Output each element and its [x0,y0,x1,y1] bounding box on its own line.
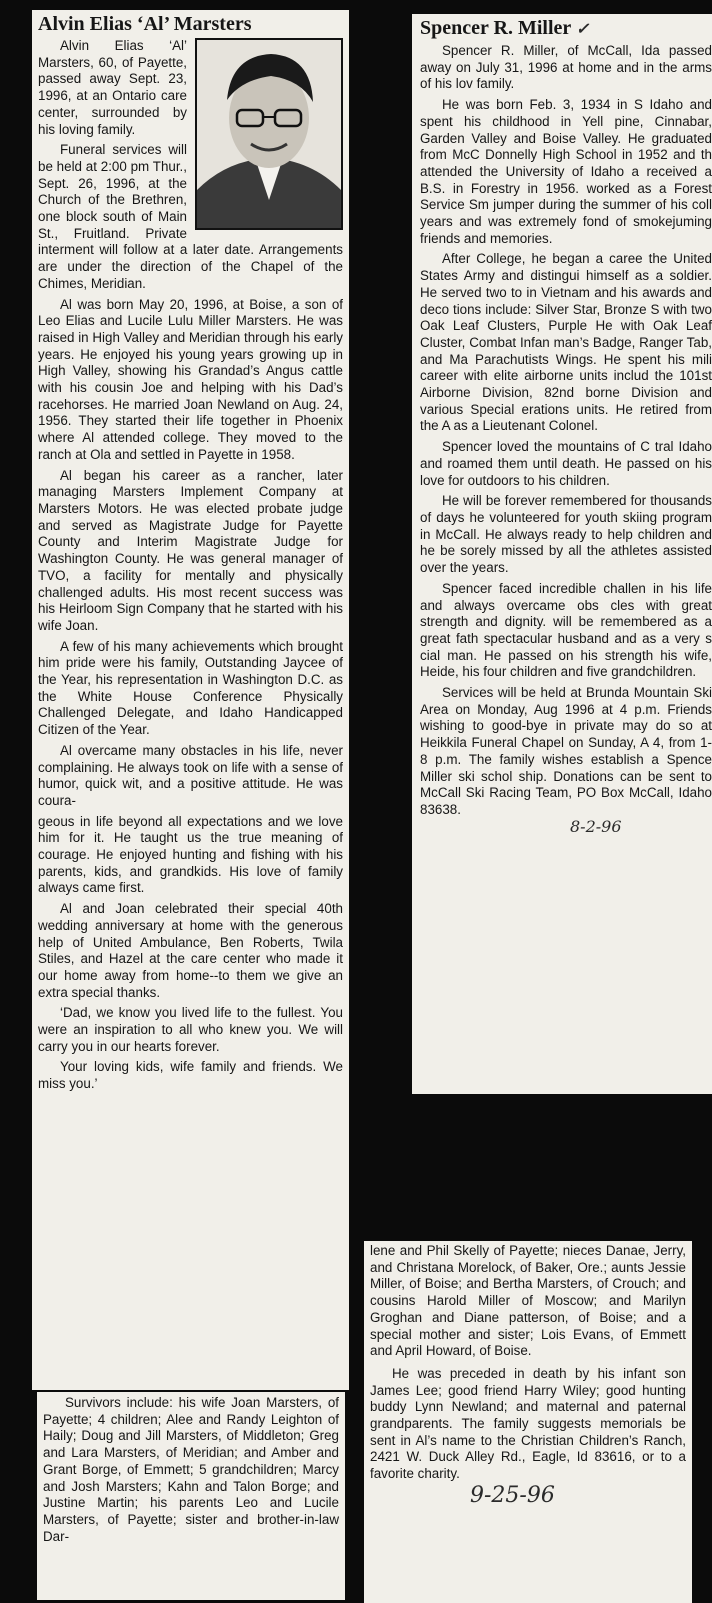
paragraph-obstacles: Al overcame many obstacles in his life, never complaining. He always took on life with a sense of humor, quick wit, and a positive attitude. He was coura- [38,742,343,808]
paragraph-anniversary: Al and Joan celebrated their special 40th wedding anniversary at home with the generous help of United Ambulance, Ben Roberts, Twila Stiles, and Hazel at the care center who made it our home away from home--to them we give an extra special thanks. [38,901,343,1000]
handwritten-date-miller: 8-2-96 [570,816,622,836]
portrait-image [197,40,341,228]
obituary-heading-miller [420,16,712,41]
paragraph-intro: Alvin Elias ‘Al’ Marsters, 60, of Payette, passed away Sept. 23, 1996, at an Ontario care center, surrounded by his loving family. [38,38,187,137]
heading-text-miller: Spencer R. Miller [420,17,571,39]
paragraph-miller-military: After College, he began a caree the United States Army and distingui himself as a soldier. He served two to in Vietnam and his awards and deco tions include: Silver Star, Bronze S with two Oak Leaf Clusters, Purple He with Oak Leaf Cluster, Combat Infan man’s Badge, Ranger Tab, and Ma Parachutists Wings. He spent his mili career with elite airborne units includ the 101st Airborne Division, 82nd borne Division and various Special erations units. He retired from the A as a Lieutenant Colonel. [420,251,712,434]
handwritten-date-marsters: 9-25-96 [470,1482,555,1508]
paragraph-relatives: lene and Phil Skelly of Payette; nieces Danae, Jerry, and Christana Morelock, of Baker, Ore.; aunts Jessie Miller, of Boise; and Bertha Marsters, of Crouch; and cousins Harold Miller of Moscow; and Marilyn Groghan and Diane patterson, of Boise; and a special mother and sister; Lois Evans, of Emmett and April Howard, of Boise. [370,1243,686,1359]
paragraph-preceded-memorials: He was preceded in death by his infant son James Lee; good friend Harry Wiley; good hunting buddy Lynn Newland; and maternal and paternal grandparents. The family suggests memorials be sent in Al’s name to the Christian Children’s Ranch, 2421 W. Duck Alley Rd., Eagle, Id 83616, or to a favorite charity. [370,1365,686,1482]
paragraph-miller-volunteer: He will be forever remembered for thousands of days he volunteered for youth skiing program in McCall. He always ready to help children and he be sorely missed by all the athletes assisted over the years. [420,493,712,576]
paragraph-funeral: Funeral services will be held at 2:00 pm Thur., Sept. 26, 1996, at the Church of the Brethren, one block south of Main St., Fruitland. Private interment will follow at a later date. Arrangements are under the direction of the Chapel of the Chimes, Meridian. [38,142,343,291]
paragraph-tribute: ‘Dad, we know you lived life to the fullest. You were an inspiration to all who knew you. We will carry you in our hearts forever. [38,1005,343,1054]
survivors-clipping [37,1392,345,1600]
handwritten-checkmark: ✓ [575,19,590,38]
obituary-clipping-miller [412,14,712,1094]
paragraph-miller-challenges: Spencer faced incredible challen in his life and always overcame obs cles with great strength and dignity. will be remembered as a great fath spectacular husband and as a very s cial man. He passed on his strength his wife, Heide, his four children and five grandchildren. [420,580,712,680]
paragraph-miller-intro: Spencer R. Miller, of McCall, Ida passed away on July 31, 1996 at home and in the arms of his lov family. [420,43,712,92]
paragraph-miller-services: Services will be held at Brunda Mountain Ski Area on Monday, Aug 1996 at 4 p.m. Friends wishing to good-bye in private may do so at Heikkila Funeral Chapel on Sunday, A 4, from 1-8 p.m. The family wishes establish a Spence Miller ski schol ship. Donations can be sent to McCall Ski Racing Team, PO Box McCall, Idaho 83638. [420,685,712,817]
paragraph-career: Al began his career as a rancher, later managing Marsters Implement Company at Marsters Motors. He was elected probate judge and served as Magistrate Judge for Payette County and Interim Magistrate Judge for Washington County. He was general manager of TVO, a facility for mentally and physically challenged adults. His most recent success was his Heirloom Sign Company that he started with his wife Joan. [38,467,343,633]
paragraph-achievements: A few of his many achievements which brought him pride were his family, Outstanding Jaycee of the Year, his representation in Washington D.C. as the White House Conference Physically Challenged Delegate, and Idaho Handicapped Citizen of the Year. [38,638,343,738]
paragraph-biography: Al was born May 20, 1996, at Boise, a son of Leo Elias and Lucile Lulu Miller Marsters. He was raised in High Valley and Meridian through his early years. He enjoyed his young years growing up in High Valley, showing his Grandad’s Angus cattle with his cousin Joe and helping with his Dad’s racehorses. He married Joan Newland on Aug. 24, 1956. They started their life together in Phoenix where Al attended college. They moved to the ranch at Ola and settled in Payette in 1958. [38,296,343,462]
obituary-heading-marsters: Alvin Elias ‘Al’ Marsters [38,13,252,35]
paragraph-signoff: Your loving kids, wife family and friends. We miss you.’ [38,1059,343,1092]
continuation-clipping [364,1241,692,1603]
paragraph-survivors: Survivors include: his wife Joan Marsters, of Payette; 4 children; Alee and Randy Leighton of Haily; Doug and Jill Marsters, of Middleton; Greg and Lara Marsters, of Meridian; and Amber and Grant Borge, of Emmett; 5 grandchildren; Marcy and Josh Marsters; Kahn and Talon Borge; and Justine Martin; his parents Leo and Lucile Marsters, of Payette; sister and brother-in-law Dar- [43,1395,339,1544]
paragraph-courage: geous in life beyond all expectations and we love him for it. He taught us the true meaning of courage. He enjoyed hunting and fishing with his parents, kids, and grandkids. His love of family always came first. [38,813,343,896]
obituary-clipping-marsters [32,10,349,1390]
paragraph-miller-early-life: He was born Feb. 3, 1934 in S Idaho and spent his childhood in Yell pine, Cinnabar, Garden Valley and Boise Valley. He graduated from McC Donnelly High School in 1952 and th attended the University of Idaho a received a B.S. in Forestry in 1956. worked as a Forest Service Sm jumper during the summer of his coll years and was extremely fond of smokejuming friends and memories. [420,97,712,246]
paragraph-miller-mountains: Spencer loved the mountains of C tral Idaho and roamed them until death. He passed on his love for outdoors to his children. [420,439,712,488]
portrait-photo [195,38,343,230]
